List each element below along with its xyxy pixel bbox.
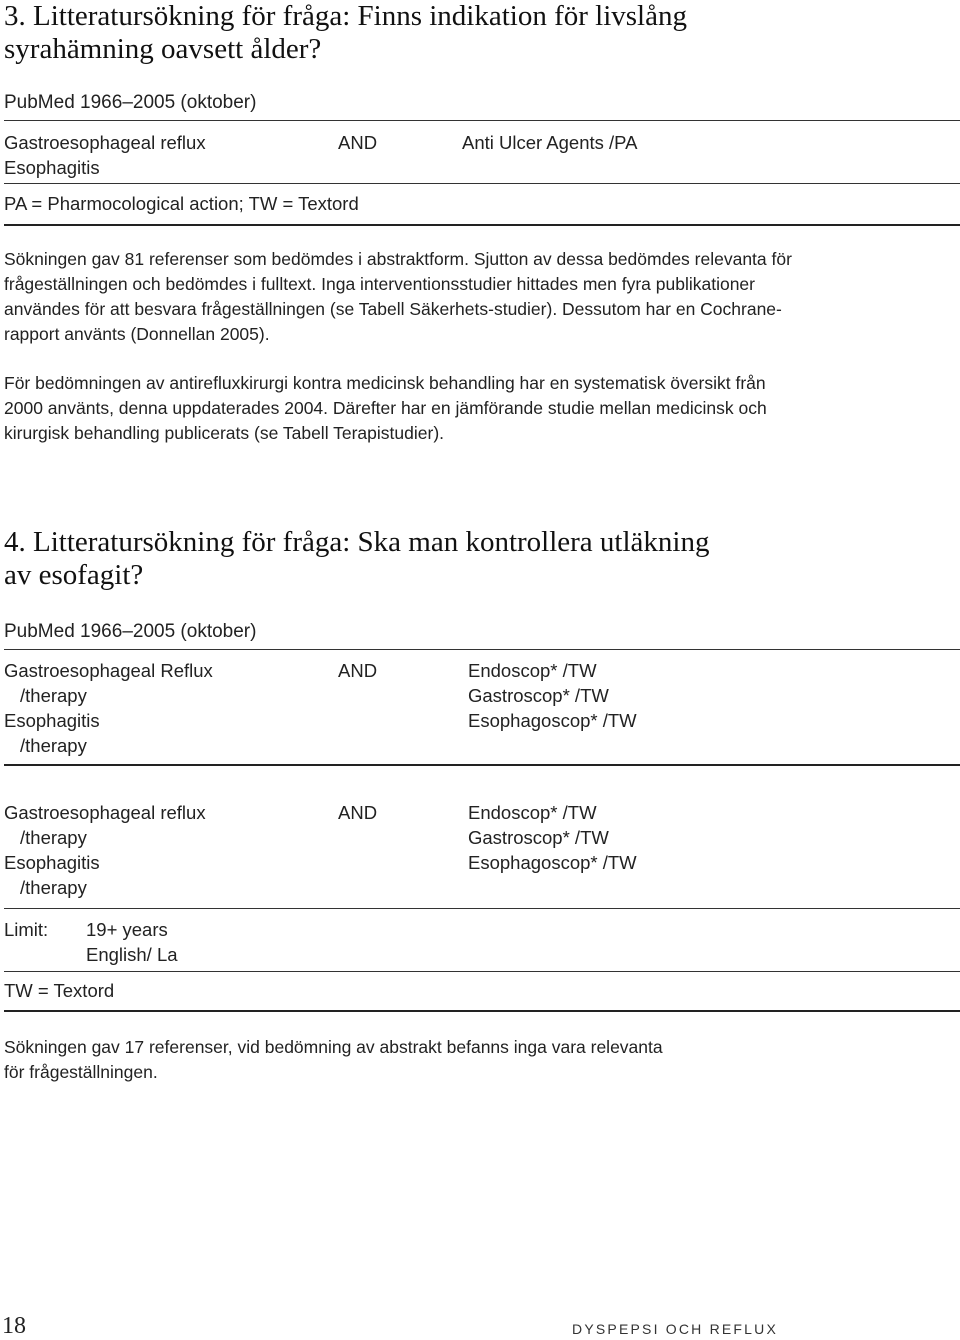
section4-rule-separator (4, 764, 960, 766)
limit-value-1: English/ La (86, 944, 178, 965)
section4-rule-top (4, 649, 960, 650)
section4-rule-limit (4, 908, 960, 909)
section3-heading (4, 0, 687, 66)
section4-result-line1: Sökningen gav 17 referenser, vid bedömning av abstrakt befanns inga vara relevanta (4, 1037, 663, 1057)
section4-result-line2: för frågeställningen. (4, 1062, 158, 1082)
section3-term1: Gastroesophageal reflux (4, 132, 206, 153)
section3-operator: AND (338, 132, 378, 153)
block2-left-0: Gastroesophageal reflux (4, 802, 206, 823)
section4-rule-bottom (4, 1010, 960, 1012)
block2-right-1: Gastroscop* /TW (468, 827, 609, 848)
section4-legend: TW = Textord (4, 980, 115, 1001)
section3-term2: Esophagitis (4, 157, 100, 178)
section4-heading-line2: av esofagit? (4, 559, 144, 591)
section3-rule-bottom (4, 224, 960, 226)
section3-heading-line1: 3. Litteratursökning för fråga: Finns indikation för livslång (4, 0, 687, 32)
section3-database: PubMed 1966–2005 (oktober) (4, 92, 257, 113)
section4-rule-legend (4, 971, 960, 972)
page-number: 18 (2, 1313, 26, 1339)
section3-term3: Anti Ulcer Agents /PA (462, 132, 638, 153)
limit-label: Limit: (4, 919, 49, 940)
block2-left-2: Esophagitis (4, 852, 100, 873)
block2-left-1: /therapy (20, 827, 87, 848)
block1-right-1: Gastroscop* /TW (468, 685, 609, 706)
block2-right-0: Endoscop* /TW (468, 802, 597, 823)
section3-rule-mid (4, 183, 960, 184)
running-footer-title: DYSPEPSI OCH REFLUX (572, 1321, 778, 1337)
block1-operator: AND (338, 660, 378, 681)
section3-legend: PA = Pharmocological action; TW = Textord (4, 193, 359, 214)
block1-left-0: Gastroesophageal Reflux (4, 660, 213, 681)
block1-left-3: /therapy (20, 735, 87, 756)
section3-heading-line2: syrahämning oavsett ålder? (4, 33, 322, 65)
section3-paragraph2: För bedömningen av antirefluxkirurgi kontra medicinsk behandling har en systematisk översikt från 2000 använts, denna uppdaterades 2004. Därefter har en jämförande studie mellan medicinsk och kirurgisk behandling publicerats (se Tabell Terapistudier). (4, 373, 767, 443)
section3-paragraph1: Sökningen gav 81 referenser som bedömdes i abstraktform. Sjutton av dessa bedömdes relevanta för frågeställningen och bedömdes i fulltext. Inga interventionsstudier hittades men fyra publikationer användes för att besvara frågeställningen (se Tabell Säkerhets-studier). Dessutom har en Cochrane-rapport använts (Donnellan 2005). (4, 249, 792, 344)
section4-heading-line1: 4. Litteratursökning för fråga: Ska man kontrollera utläkning (4, 526, 710, 558)
section4-database: PubMed 1966–2005 (oktober) (4, 621, 257, 642)
block2-right-2: Esophagoscop* /TW (468, 852, 637, 873)
block1-left-1: /therapy (20, 685, 87, 706)
section3-rule-top (4, 120, 960, 121)
block1-right-2: Esophagoscop* /TW (468, 710, 637, 731)
block1-left-2: Esophagitis (4, 710, 100, 731)
limit-value-0: 19+ years (86, 919, 168, 940)
block2-operator: AND (338, 802, 378, 823)
block1-right-0: Endoscop* /TW (468, 660, 597, 681)
block2-left-3: /therapy (20, 877, 87, 898)
section4-heading (4, 526, 709, 592)
